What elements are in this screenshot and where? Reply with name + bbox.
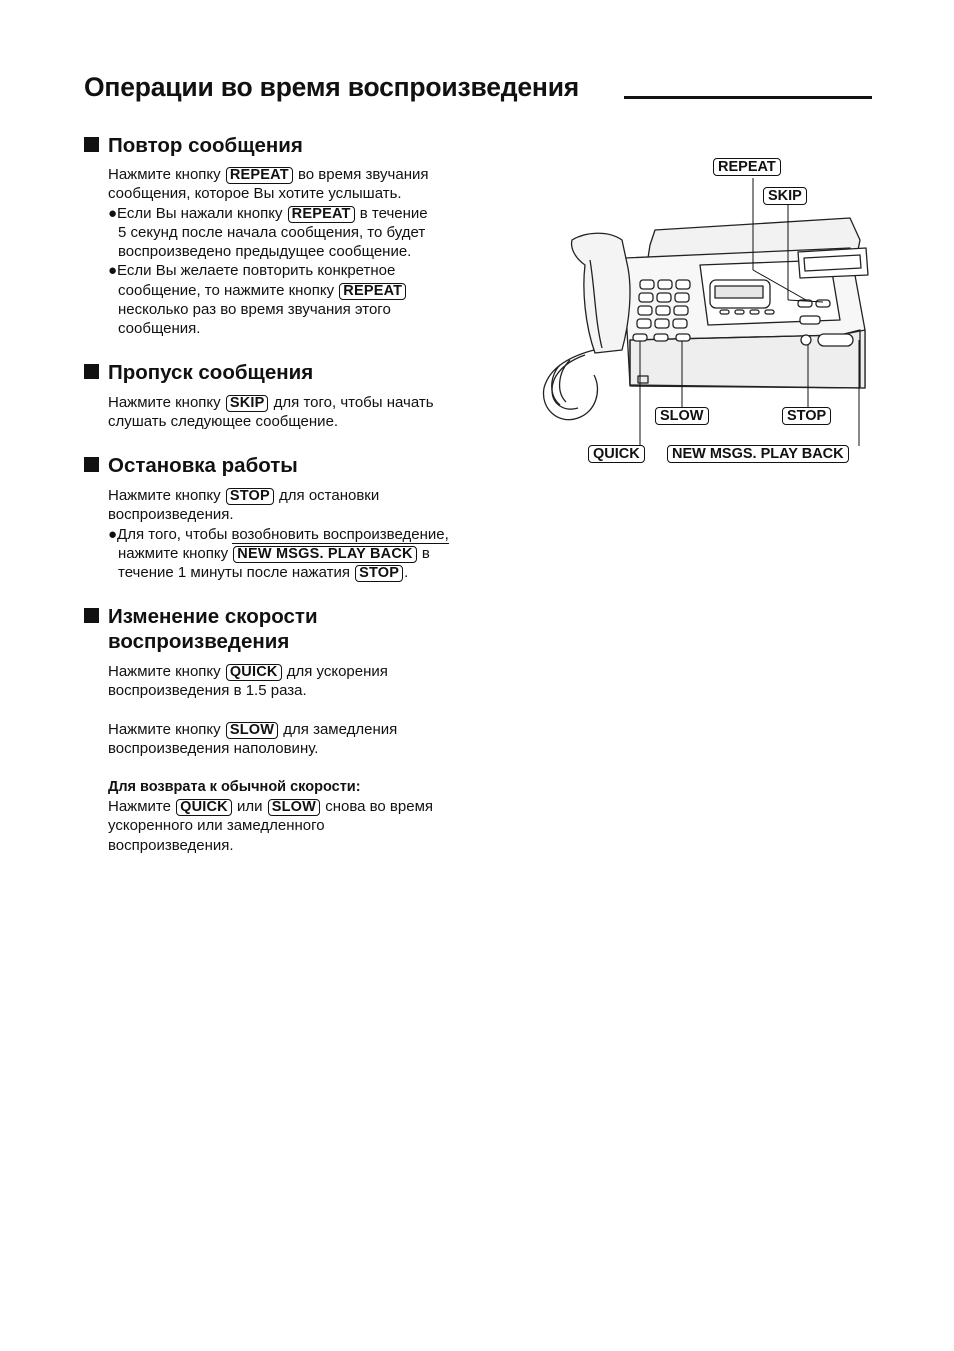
- heading-text: Изменение скорости: [108, 605, 318, 628]
- stop-key: STOP: [226, 488, 274, 505]
- slow-key: SLOW: [268, 799, 320, 816]
- text-line: [108, 681, 433, 700]
- page-title: Операции во время воспроизведения: [84, 72, 580, 102]
- text: в: [421, 544, 430, 562]
- bullet-square-icon: [84, 137, 99, 152]
- section-skip: [84, 360, 434, 432]
- section-body: [108, 662, 433, 855]
- text: несколько раз во время звучания этого: [118, 301, 391, 319]
- text-line: [108, 300, 428, 319]
- text-line: [108, 184, 428, 203]
- bullet-line: [108, 261, 428, 280]
- repeat-key: REPEAT: [288, 206, 355, 223]
- text-line: [108, 797, 433, 816]
- text: воспроизведения наполовину.: [108, 740, 319, 758]
- text: Нажмите кнопку: [108, 720, 221, 738]
- text: во время звучания: [297, 166, 429, 183]
- text: сообщения.: [118, 320, 201, 338]
- text: для остановки: [279, 487, 380, 504]
- text-line: [108, 412, 434, 431]
- text: для того, чтобы начать: [273, 394, 434, 411]
- text: слушать следующее сообщение.: [108, 413, 339, 431]
- section-heading-line2: [84, 629, 433, 654]
- text: сообщение, то нажмите кнопку: [118, 281, 335, 299]
- text: Нажмите кнопку: [108, 166, 221, 183]
- text-line: [108, 739, 433, 758]
- text: ●Если Вы нажали кнопку: [108, 204, 283, 222]
- bullet-line: [108, 525, 449, 544]
- text: или: [237, 798, 263, 816]
- text: ●Если Вы желаете повторить конкретное: [108, 262, 396, 280]
- text: в течение: [359, 204, 428, 222]
- text-line: [108, 720, 433, 739]
- section-body: [108, 393, 434, 432]
- section-speed: [84, 604, 433, 855]
- underlined-text: возобновить воспроизведение,: [231, 525, 449, 543]
- text: воспроизведено предыдущее сообщение.: [118, 243, 412, 261]
- text: 5 секунд после начала сообщения, то будет: [118, 223, 426, 241]
- text: воспроизведения.: [108, 836, 234, 854]
- fax-machine-illustration: [530, 150, 880, 480]
- slow-key: SLOW: [226, 722, 278, 739]
- spacer: [108, 758, 433, 777]
- quick-key: QUICK: [176, 799, 232, 816]
- callout-repeat: REPEAT: [713, 158, 781, 176]
- heading-text: Повтор сообщения: [108, 134, 303, 157]
- subheading: [108, 778, 433, 797]
- heading-text: воспроизведения: [108, 630, 290, 653]
- heading-text: Пропуск сообщения: [108, 361, 314, 384]
- skip-key: SKIP: [226, 395, 269, 412]
- section-heading: [84, 133, 428, 158]
- heading-text: Остановка работы: [108, 454, 298, 477]
- text: нажмите кнопку: [118, 544, 229, 562]
- text-line: [108, 836, 433, 855]
- spacer: [108, 701, 433, 720]
- text: ●Для того, чтобы: [108, 525, 232, 543]
- text: для ускорения: [286, 663, 388, 680]
- text-line: [108, 223, 428, 242]
- text-line: [108, 505, 449, 524]
- bullet-square-icon: [84, 608, 99, 623]
- text-line: [108, 319, 428, 338]
- section-body: [108, 165, 428, 339]
- fax-machine-drawing: [530, 150, 880, 480]
- repeat-key: REPEAT: [339, 283, 406, 300]
- callout-new-msgs-play-back: NEW MSGS. PLAY BACK: [667, 445, 849, 463]
- title-rule: [624, 96, 872, 99]
- section-heading: [84, 453, 449, 478]
- text-line: [108, 393, 434, 412]
- text-line: [108, 281, 428, 300]
- title-row: [84, 72, 874, 112]
- text: Нажмите кнопку: [108, 663, 221, 680]
- text-line: [108, 662, 433, 681]
- text: Нажмите кнопку: [108, 487, 221, 504]
- callout-quick: QUICK: [588, 445, 645, 463]
- text-line: [108, 544, 449, 563]
- text-line: [108, 563, 449, 582]
- section-body: [108, 486, 449, 582]
- bullet-square-icon: [84, 457, 99, 472]
- text-line: [108, 242, 428, 261]
- callout-slow: SLOW: [655, 407, 709, 425]
- text-line: [108, 165, 428, 184]
- section-heading: [84, 360, 434, 385]
- text: сообщения, которое Вы хотите услышать.: [108, 185, 402, 203]
- repeat-key: REPEAT: [226, 167, 293, 184]
- text-line: [108, 816, 433, 835]
- text: Нажмите кнопку: [108, 394, 221, 411]
- section-repeat: [84, 133, 428, 339]
- text: для замедления: [283, 720, 398, 738]
- text-line: [108, 486, 449, 505]
- text: воспроизведения в 1.5 раза.: [108, 682, 307, 700]
- callout-stop: STOP: [782, 407, 831, 425]
- callout-skip: SKIP: [763, 187, 807, 205]
- text: Для возврата к обычной скорости:: [108, 778, 361, 795]
- section-heading: [84, 604, 433, 629]
- bullet-line: [108, 204, 428, 223]
- text: воспроизведения.: [108, 506, 234, 524]
- bullet-square-icon: [84, 364, 99, 379]
- text: Нажмите: [108, 798, 171, 816]
- stop-key: STOP: [355, 565, 403, 582]
- text: снова во время: [325, 798, 434, 816]
- text: ускоренного или замедленного: [108, 817, 325, 835]
- new-msgs-play-back-key: NEW MSGS. PLAY BACK: [233, 546, 416, 563]
- section-stop: [84, 453, 449, 582]
- text: течение 1 минуты после нажатия: [118, 564, 350, 582]
- quick-key: QUICK: [226, 664, 282, 681]
- text: .: [404, 564, 409, 582]
